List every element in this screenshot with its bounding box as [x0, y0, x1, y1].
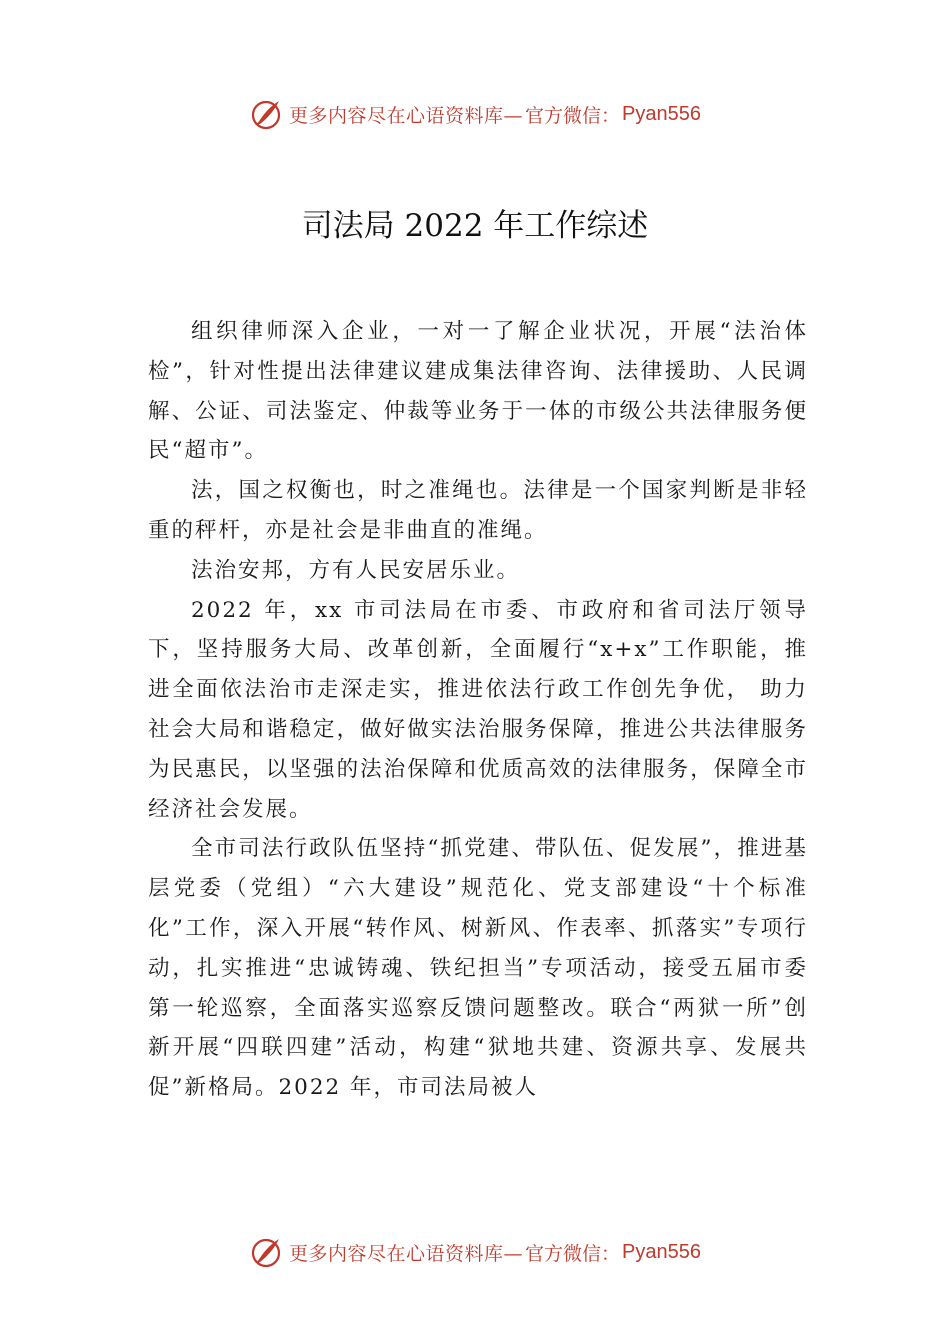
- document-body: [148, 312, 808, 1108]
- banner-wechat-id: Pyan556: [622, 1240, 701, 1263]
- quill-logo-icon: [249, 97, 283, 131]
- header-banner: [0, 92, 950, 136]
- paragraph: 2022 年，xx 市司法局在市委、市政府和省司法厅领导下，坚持服务大局、改革创新，全面履行“x+x”工作职能，推进全面依法治市走深走实，推进依法行政工作创先争优， 助力社会大局和谐稳定，做好做实法治服务保障，推进公共法律服务为民惠民，以坚强的法治保障和优质高效的法律服务，保障全市经济社会发展。: [148, 597, 808, 822]
- banner-wechat-id: Pyan556: [622, 102, 701, 125]
- paragraph: 全市司法行政队伍坚持“抓党建、带队伍、促发展”，推进基层党委（党组）“六大建设”规范化、党支部建设“十个标准化”工作，深入开展“转作风、树新风、作表率、抓落实”专项行动，扎实推进“忠诚铸魂、铁纪担当”专项活动，接受五届市委第一轮巡察，全面落实巡察反馈问题整改。联合“两狱一所”创新开展“四联四建”活动，构建“狱地共建、资源共享、发展共促”新格局。2022 年，市司法局被人: [148, 836, 808, 1101]
- banner-brand-text: 更多内容尽在心语资料库—: [289, 104, 524, 127]
- paragraph: 组织律师深入企业，一对一了解企业状况，开展“法治体检”，针对性提出法律建议建成集法律咨询、法律援助、人民调解、公证、司法鉴定、仲裁等业务于一体的市级公共法律服务便民“超市”。: [148, 319, 808, 464]
- paragraph: 法，国之权衡也，时之准绳也。法律是一个国家判断是非轻重的秤杆，亦是社会是非曲直的准绳。: [148, 478, 808, 543]
- document-title: 司法局 2022 年工作综述: [301, 208, 649, 244]
- quill-logo-icon: [249, 1235, 283, 1269]
- banner-wechat-label: 官方微信：: [525, 104, 621, 127]
- banner-wechat-label: 官方微信：: [525, 1242, 621, 1265]
- paragraph: 法治安邦，方有人民安居乐业。: [191, 557, 521, 583]
- banner-brand-text: 更多内容尽在心语资料库—: [289, 1242, 524, 1265]
- footer-banner: [0, 1230, 950, 1274]
